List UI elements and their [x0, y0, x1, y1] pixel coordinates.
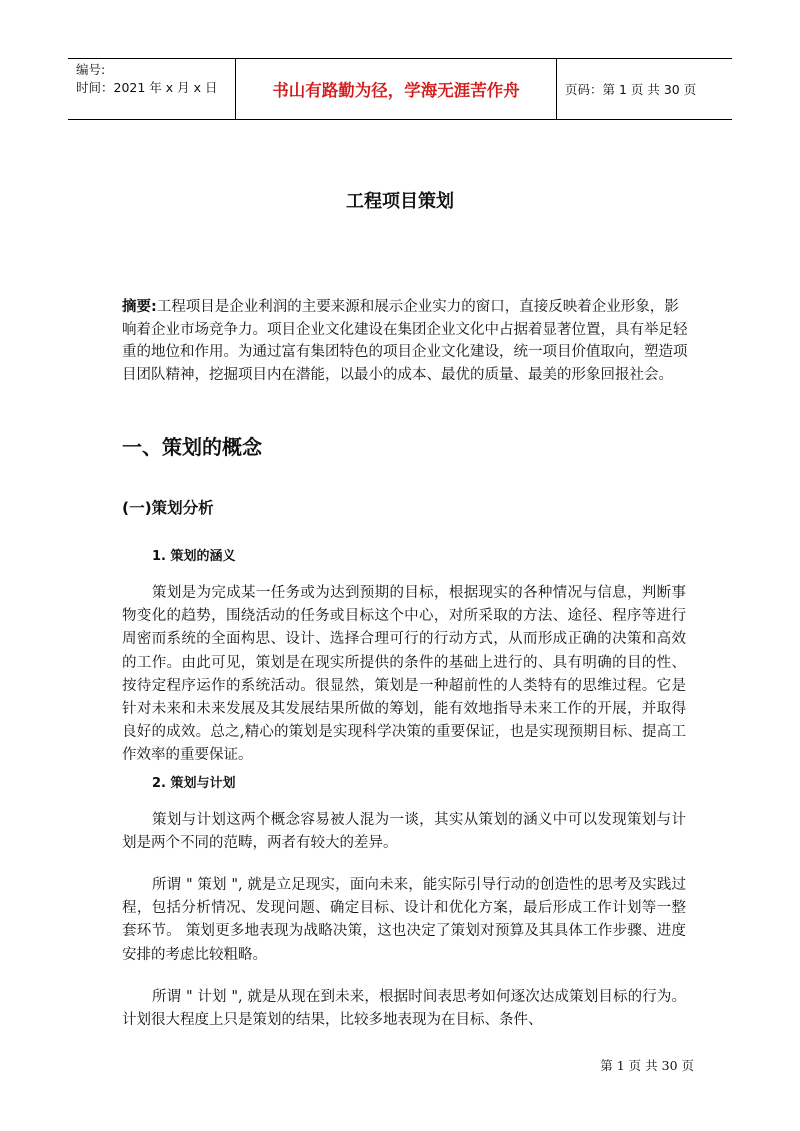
item2-paragraph-3: 所谓 " 计划 ", 就是从现在到未来，根据时间表思考如何逐次达成策划目标的行为。计划很大程度上只是策划的结果，比较多地表现为在目标、条件、	[122, 989, 686, 1029]
page-footer: 第 1 页 共 30 页	[600, 1058, 694, 1073]
abstract	[122, 296, 688, 386]
number-label: 编号:	[76, 62, 106, 77]
item2-heading: 2. 策划与计划	[152, 776, 236, 791]
subsection-heading: (一)策划分析	[122, 499, 214, 517]
document-title: 工程项目策划	[346, 191, 454, 212]
item1-paragraph: 策划是为完成某一任务或为达到预期的目标，根据现实的各种情况与信息，判断事物变化的趋势，围绕活动的任务或目标这个中心，对所采取的方法、途径、程序等进行周密而系统的全面构思、设计、选择合理可行的行动方式，从而形成正确的决策和高效的工作。由此可见，策划是在现实所提供的条件的基础上进行的、具有明确的目的性、按待定程序运作的系统活动。很显然，策划是一种超前性的人类特有的思维过程。它是针对未来和未来发展及其发展结果所做的筹划，能有效地指导未来工作的开展，并取得良好的成效。总之,精心的策划是实现科学决策的重要保证，也是实现预期目标、提高工作效率的重要保证。	[122, 585, 686, 764]
item2-paragraph-2: 所谓 " 策划 ", 就是立足现实，面向未来，能实际引导行动的创造性的思考及实践过程，包括分析情况、发现问题、确定目标、设计和优化方案，最后形成工作计划等一整套环节。 策划更多地表现为战略决策，这也决定了策划对预算及其具体工作步骤、进度安排的考虑比较粗略。	[122, 877, 686, 963]
time-label: 时间：2021 年 x 月 x 日	[76, 80, 218, 95]
header-meta-cell	[68, 59, 236, 119]
abstract-text: 工程项目是企业利润的主要来源和展示企业实力的窗口，直接反映着企业形象，影响着企业市场竞争力。项目企业文化建设在集团企业文化中占据着显著位置，具有举足轻重的地位和作用。为通过富有集团特色的项目企业文化建设，统一项目价值取向，塑造项目团队精神，挖掘项目内在潜能，以最小的成本、最优的质量、最美的形象回报社会。	[122, 299, 688, 383]
abstract-label: 摘要:	[122, 299, 157, 315]
header-page-label: 页码：第 1 页 共 30 页	[565, 82, 697, 97]
header-table	[68, 58, 732, 120]
section-heading: 一、策划的概念	[122, 435, 262, 459]
item1-heading: 1. 策划的涵义	[152, 549, 236, 564]
header-motto: 书山有路勤为径，学海无涯苦作舟	[236, 59, 557, 119]
item2-paragraph-1: 策划与计划这两个概念容易被人混为一谈，其实从策划的涵义中可以发现策划与计划是两个不同的范畴，两者有较大的差异。	[122, 812, 686, 852]
